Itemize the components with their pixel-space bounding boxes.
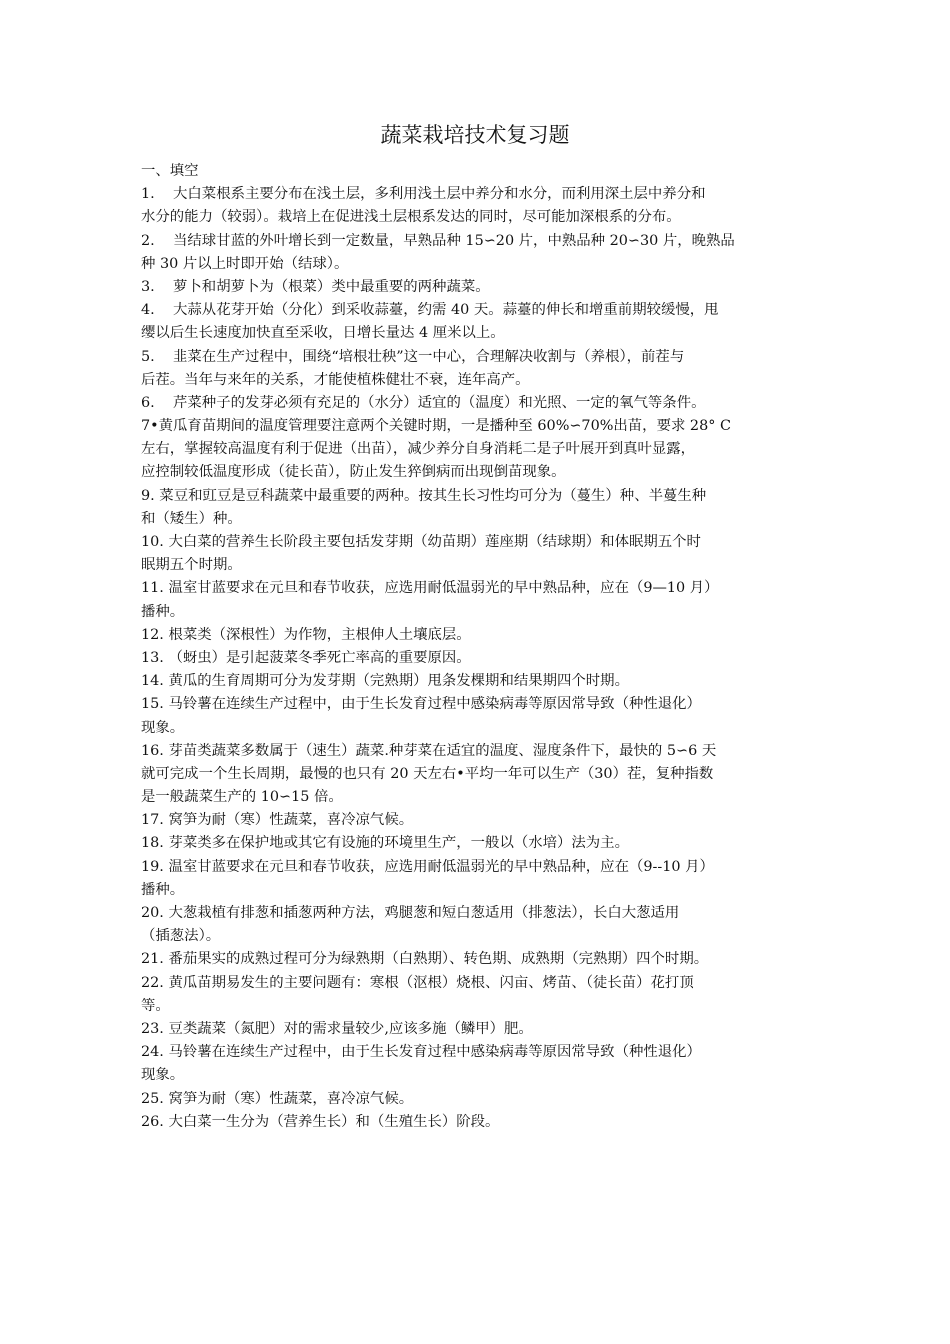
text-line: 18. 芽菜类多在保护地或其它有设施的环境里生产，一般以（水培）法为主。 xyxy=(141,835,629,852)
text-line: 14. 黄瓜的生育周期可分为发芽期（完熟期）甩条发棵期和结果期四个时期。 xyxy=(141,673,629,690)
document-title: 蔬菜栽培技术复习题 xyxy=(380,123,570,147)
text-line: 2. 当结球甘蓝的外叶增长到一定数量，早熟品种 15∽20 片，中熟品种 20∽30 片，晚熟品 xyxy=(141,232,735,249)
text-line: 16. 芽苗类蔬菜多数属于（速生）蔬菜.种芽菜在适宜的温度、湿度条件下，最快的 5∽6 天 xyxy=(141,742,717,759)
text-line: （插葱法）。 xyxy=(141,928,221,945)
text-line: 4. 大蒜从花芽开始（分化）到采收蒜薹，约需 40 天。蒜薹的伸长和增重前期较缓慢，甩 xyxy=(141,302,719,319)
text-line: 现象。 xyxy=(141,1067,185,1084)
text-line: 后茬。当年与来年的关系，才能使植株健壮不衰，连年高产。 xyxy=(141,371,530,388)
text-line: 9. 菜豆和豇豆是豆科蔬菜中最重要的两种。按其生长习性均可分为（蔓生）种、半蔓生种 xyxy=(141,487,707,504)
text-line: 10. 大白菜的营养生长阶段主要包括发芽期（幼苗期）莲座期（结球期）和体眠期五个时 xyxy=(141,534,701,550)
text-line: 左右，掌握较高温度有利于促进（出苗），减少养分自身消耗二是子叶展开到真叶显露， xyxy=(141,441,696,458)
text-line: 应控制较低温度形成（徒长苗），防止发生猝倒病而出现倒苗现象。 xyxy=(141,464,566,481)
text-line: 是一般蔬菜生产的 10∽15 倍。 xyxy=(141,789,343,806)
text-line: 17. 窝笋为耐（寒）性蔬菜，喜冷凉气候。 xyxy=(141,812,414,829)
text-line: 15. 马铃薯在连续生产过程中，由于生长发育过程中感染病毒等原因常导致（种性退化） xyxy=(141,696,701,713)
text-line: 6. 芹菜种子的发芽必须有充足的（水分）适宜的（温度）和光照、一定的氧气等条件。 xyxy=(141,394,706,411)
text-line: 3. 萝卜和胡萝卜为（根菜）类中最重要的两种蔬菜。 xyxy=(141,278,490,295)
text-line: 22. 黄瓜苗期易发生的主要问题有：寒根（沤根）烧根、闪亩、烤苗、（徒长苗）花打顶 xyxy=(141,974,694,991)
text-line: 19. 温室甘蓝要求在元旦和春节收获，应选用耐低温弱光的早中熟品种，应在（9--10 月） xyxy=(141,858,714,875)
text-line: 种 30 片以上时即开始（结球）。 xyxy=(141,255,349,272)
text-line: 和（矮生）种。 xyxy=(141,510,242,527)
text-line: 25. 窝笋为耐（寒）性蔬菜，喜冷凉气候。 xyxy=(141,1090,414,1107)
text-line: 24. 马铃薯在连续生产过程中，由于生长发育过程中感染病毒等原因常导致（种性退化） xyxy=(141,1044,701,1061)
text-line: 7•黄瓜育苗期间的温度管理要注意两个关键时期，一是播种至 60%∽70%出苗，要求 28° C xyxy=(141,418,732,435)
text-line: 水分的能力（较弱）。栽培上在促进浅土层根系发达的同时，尽可能加深根系的分布。 xyxy=(141,209,681,226)
text-line: 播种。 xyxy=(141,881,185,898)
text-line: 11. 温室甘蓝要求在元旦和春节收获，应选用耐低温弱光的早中熟品种，应在（9—10 月） xyxy=(141,580,719,597)
text-line: 26. 大白菜一生分为（营养生长）和（生殖生长）阶段。 xyxy=(141,1113,500,1130)
text-line: 现象。 xyxy=(141,719,185,736)
text-line: 20. 大葱栽植有排葱和插葱两种方法，鸡腿葱和短白葱适用（排葱法），长白大葱适用 xyxy=(141,905,680,921)
document-body xyxy=(141,160,821,1134)
text-line: 眠期五个时期。 xyxy=(141,557,242,574)
text-line: 播种。 xyxy=(141,603,185,620)
text-line: 21. 番茄果实的成熟过程可分为绿熟期（白熟期）、转色期、成熟期（完熟期）四个时期。 xyxy=(141,951,709,968)
text-line: 13. （蚜虫）是引起菠菜冬季死亡率高的重要原因。 xyxy=(141,649,471,666)
text-line: 23. 豆类蔬菜（氮肥）对的需求量较少,应该多施（鳞甲）肥。 xyxy=(141,1020,533,1037)
text-line: 就可完成一个生长周期，最慢的也只有 20 天左右•平均一年可以生产（30）茬，复种指数 xyxy=(141,765,714,782)
text-line: 12. 根菜类（深根性）为作物，主根伸人土壤底层。 xyxy=(141,626,471,643)
text-line: 1. 大白菜根系主要分布在浅土层，多利用浅土层中养分和水分，而利用深土层中养分和 xyxy=(141,186,706,203)
text-line: 5. 韭菜在生产过程中，围绕“培根壮秧”这一中心，合理解决收割与（养根），前茬与 xyxy=(141,348,685,365)
text-line: 等。 xyxy=(141,997,170,1014)
text-line: 缨以后生长速度加快直至采收，日增长量达 4 厘米以上。 xyxy=(141,325,505,342)
section-heading: 一、填空 xyxy=(141,163,199,179)
